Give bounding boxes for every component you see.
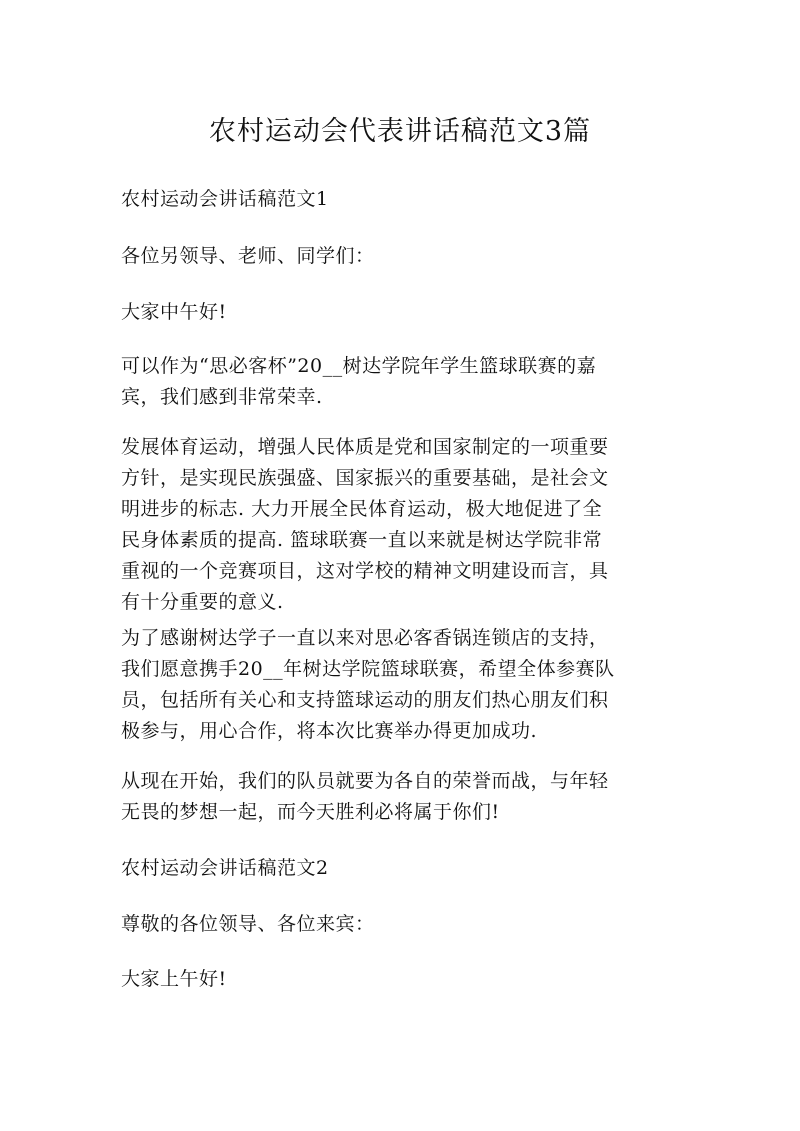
paragraph-2-line: 发展体育运动，增强人民体质是党和国家制定的一项重要 [121,436,609,458]
paragraph-2-line: 有十分重要的意义. [121,591,284,613]
section2-heading: 农村运动会讲话稿范文2 [121,857,329,879]
paragraph-2-line: 民身体素质的提高. 篮球联赛一直以来就是树达学院非常 [121,529,603,551]
paragraph-4 [121,766,681,828]
section1-heading: 农村运动会讲话稿范文1 [121,188,329,210]
paragraph-2 [121,432,681,618]
document-title: 农村运动会代表讲话稿范文3篇 [208,116,592,147]
paragraph-3-line: 为了感谢树达学子一直以来对思必客香锅连锁店的支持， [121,627,609,649]
paragraph-1-line: 宾，我们感到非常荣幸. [121,386,323,408]
paragraph-2-line: 方针，是实现民族强盛、国家振兴的重要基础，是社会文 [121,467,609,489]
paragraph-3 [121,623,681,747]
paragraph-1-line: 可以作为“思必客杯”20__树达学院年学生篮球联赛的嘉 [121,355,597,377]
greeting-2: 尊敬的各位领导、各位来宾： [121,913,375,935]
paragraph-4-line: 无畏的梦想一起，而今天胜利必将属于你们! [121,801,500,823]
greeting-1: 各位另领导、老师、同学们： [121,245,375,267]
paragraph-2-line: 明进步的标志. 大力开展全民体育运动，极大地促进了全 [121,498,603,520]
paragraph-3-line: 员，包括所有关心和支持篮球运动的朋友们热心朋友们积 [121,689,609,711]
paragraph-4-line: 从现在开始，我们的队员就要为各自的荣誉而战，与年轻 [121,770,609,792]
paragraph-3-line: 我们愿意携手20__年树达学院篮球联赛，希望全体参赛队 [121,658,615,680]
paragraph-1 [121,351,681,413]
paragraph-3-line: 极参与，用心合作，将本次比赛举办得更加成功. [121,720,538,742]
salutation-1: 大家中午好! [121,301,227,323]
paragraph-2-line: 重视的一个竞赛项目，这对学校的精神文明建设而言，具 [121,560,609,582]
salutation-2: 大家上午好! [121,968,227,990]
